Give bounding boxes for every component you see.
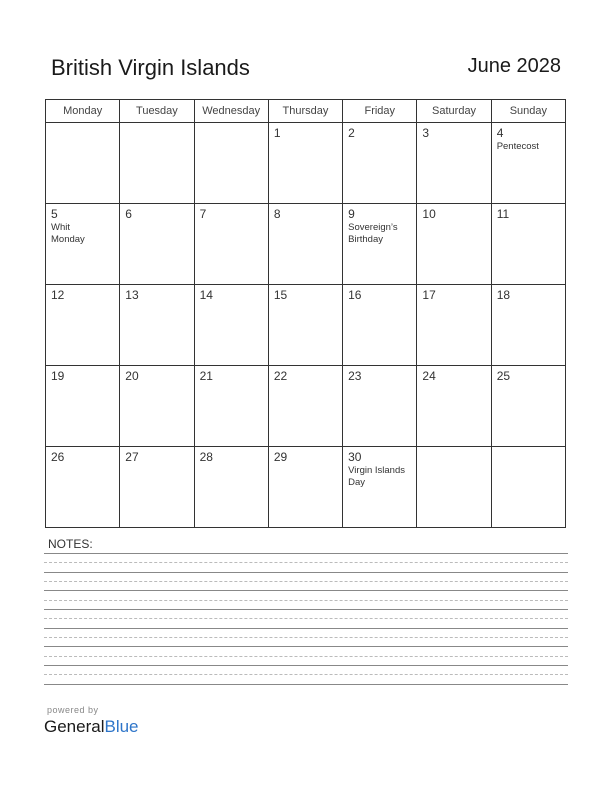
day-number: 2	[348, 126, 355, 140]
logo-general-text: General	[44, 717, 105, 736]
notes-line	[44, 572, 568, 573]
day-number: 10	[422, 207, 436, 221]
day-cell	[194, 366, 268, 447]
holiday-label: Sovereign’s Birthday	[348, 222, 398, 245]
weekday-header: Thursday	[268, 100, 342, 123]
weekday-header: Saturday	[417, 100, 491, 123]
notes-line	[44, 553, 568, 554]
day-number: 3	[422, 126, 430, 140]
day-cell	[417, 204, 491, 285]
day-number: 18	[496, 288, 511, 302]
week-row	[46, 285, 566, 366]
day-cell	[46, 285, 120, 366]
day-cell	[268, 366, 342, 447]
day-cell	[120, 285, 194, 366]
day-cell	[417, 285, 491, 366]
day-number: 4	[496, 126, 504, 140]
day-number: 20	[125, 369, 139, 383]
day-number: 11	[496, 207, 510, 221]
calendar-country-title: British Virgin Islands	[51, 55, 250, 80]
day-cell	[46, 204, 120, 285]
day-cell	[491, 285, 565, 366]
day-cell	[491, 366, 565, 447]
notes-line	[44, 646, 568, 647]
week-row	[46, 366, 566, 447]
day-cell	[46, 123, 120, 204]
day-cell	[417, 123, 491, 204]
notes-label: NOTES:	[48, 537, 93, 551]
day-number: 6	[125, 207, 132, 221]
day-number: 25	[496, 369, 511, 383]
notes-line	[44, 581, 568, 582]
day-number: 5	[51, 207, 58, 221]
weekday-header: Friday	[343, 100, 417, 123]
day-cell	[194, 204, 268, 285]
day-cell	[491, 123, 565, 204]
day-cell	[417, 447, 491, 528]
weekday-header-row	[46, 100, 566, 123]
notes-line	[44, 637, 568, 638]
notes-line	[44, 665, 568, 666]
notes-line	[44, 609, 568, 610]
holiday-label: Whit Monday	[51, 222, 85, 245]
day-number: 13	[125, 288, 139, 302]
notes-line	[44, 562, 568, 563]
week-row	[46, 204, 566, 285]
day-number: 29	[273, 450, 288, 464]
day-cell	[268, 204, 342, 285]
holiday-label: Virgin Islands Day	[348, 465, 405, 488]
powered-by-text: powered by	[47, 705, 99, 715]
day-cell	[343, 447, 417, 528]
day-cell	[268, 123, 342, 204]
holiday-label: Pentecost	[496, 141, 539, 152]
day-number: 16	[348, 288, 362, 302]
generalblue-logo	[44, 717, 139, 737]
day-number: 19	[51, 369, 65, 383]
notes-line	[44, 600, 568, 601]
day-number: 7	[199, 207, 207, 221]
day-number: 1	[273, 126, 281, 140]
calendar-month-title: June 2028	[467, 55, 561, 77]
day-number: 24	[422, 369, 436, 383]
day-cell	[268, 285, 342, 366]
weekday-header: Wednesday	[194, 100, 268, 123]
day-number: 9	[348, 207, 355, 221]
logo-blue-text: Blue	[104, 717, 139, 736]
day-cell	[491, 204, 565, 285]
day-number: 8	[273, 207, 281, 221]
day-number: 15	[273, 288, 288, 302]
day-number: 28	[199, 450, 213, 464]
day-cell	[343, 123, 417, 204]
day-number: 26	[51, 450, 65, 464]
week-row	[46, 123, 566, 204]
day-cell	[120, 123, 194, 204]
day-cell	[120, 447, 194, 528]
notes-line	[44, 618, 568, 619]
day-number: 12	[51, 288, 65, 302]
day-number: 30	[348, 450, 362, 464]
day-number: 27	[125, 450, 139, 464]
day-cell	[194, 123, 268, 204]
day-cell	[343, 366, 417, 447]
notes-line	[44, 656, 568, 657]
day-number: 23	[348, 369, 362, 383]
day-number: 21	[199, 369, 213, 383]
notes-line	[44, 684, 568, 685]
day-cell	[417, 366, 491, 447]
notes-line	[44, 674, 568, 675]
day-cell	[268, 447, 342, 528]
week-row	[46, 447, 566, 528]
day-cell	[120, 204, 194, 285]
day-cell	[343, 285, 417, 366]
day-number: 14	[199, 288, 213, 302]
calendar-grid	[45, 99, 566, 528]
weekday-header: Tuesday	[120, 100, 194, 123]
weekday-header: Sunday	[491, 100, 565, 123]
day-number: 17	[422, 288, 436, 302]
day-number: 22	[273, 369, 288, 383]
day-cell	[194, 285, 268, 366]
day-cell	[194, 447, 268, 528]
notes-line	[44, 590, 568, 591]
notes-line	[44, 628, 568, 629]
day-cell	[46, 366, 120, 447]
day-cell	[491, 447, 565, 528]
day-cell	[343, 204, 417, 285]
weekday-header: Monday	[46, 100, 120, 123]
day-cell	[120, 366, 194, 447]
day-cell	[46, 447, 120, 528]
